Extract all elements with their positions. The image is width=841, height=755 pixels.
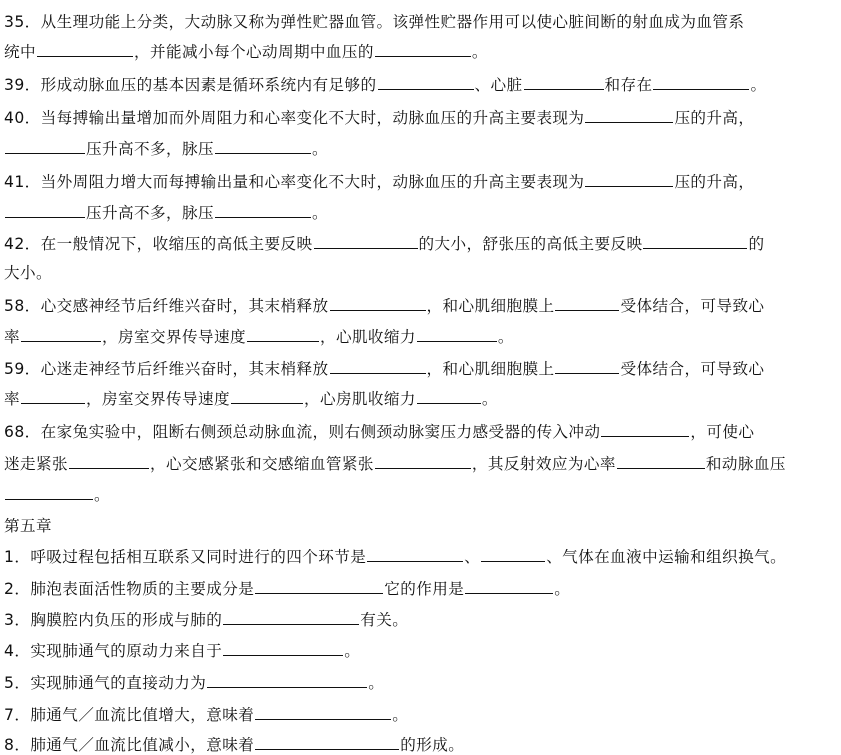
answer-blank: [207, 673, 367, 688]
line-text: 。: [392, 706, 409, 724]
question-line: [4, 389, 498, 409]
line-text: 。: [554, 580, 571, 598]
line-text: 有关。: [360, 611, 409, 629]
question-line: [4, 75, 766, 95]
line-text: 3．胸膜腔内负压的形成与肺的: [4, 611, 223, 629]
line-text: 35．从生理功能上分类，大动脉又称为弹性贮器血管。该弹性贮器作用可以使心脏间断的射血成为血管系: [4, 13, 745, 31]
line-text: 压的升高，: [674, 109, 755, 127]
answer-blank: [37, 42, 133, 57]
question-line: [4, 579, 570, 599]
answer-blank: [375, 454, 471, 469]
answer-blank: [247, 327, 319, 342]
question-line: [4, 263, 52, 283]
answer-blank: [524, 75, 604, 90]
answer-blank: [69, 454, 149, 469]
answer-blank: [5, 203, 85, 218]
line-text: 1．呼吸过程包括相互联系又同时进行的四个环节是: [4, 548, 367, 566]
line-text: ，心交感紧张和交感缩血管紧张: [149, 455, 374, 473]
line-text: 39．形成动脉血压的基本因素是循环系统内有足够的: [4, 76, 377, 94]
question-line: [4, 454, 786, 474]
question-line: [4, 296, 764, 316]
line-text: 第五章: [4, 517, 52, 535]
line-text: 受体结合，可导致心: [620, 297, 765, 315]
answer-blank: [417, 327, 497, 342]
question-line: [4, 172, 754, 192]
answer-blank: [375, 42, 471, 57]
question-line: [4, 641, 360, 661]
question-line: [4, 327, 514, 347]
answer-blank: [378, 75, 474, 90]
line-text: ，和心肌细胞膜上: [426, 360, 555, 378]
question-line: [4, 203, 328, 223]
answer-blank: [255, 579, 383, 594]
answer-blank: [367, 547, 463, 562]
question-line: [4, 422, 754, 442]
line-text: 它的作用是: [384, 580, 465, 598]
answer-blank: [555, 359, 619, 374]
line-text: 率: [4, 328, 20, 346]
line-text: 8．肺通气／血流比值减小，意味着: [4, 736, 255, 754]
question-line: [4, 673, 384, 693]
answer-blank: [617, 454, 705, 469]
question-line: [4, 108, 754, 128]
answer-blank: [223, 641, 343, 656]
line-text: 、心脏: [474, 76, 523, 94]
line-text: 5．实现肺通气的直接动力为: [4, 674, 207, 692]
line-text: 。: [497, 328, 514, 346]
line-text: ，和心肌细胞膜上: [426, 297, 555, 315]
line-text: 、气体在血液中运输和组织换气。: [546, 548, 787, 566]
question-line: [4, 735, 464, 755]
line-text: 统中: [4, 43, 36, 61]
answer-blank: [314, 234, 418, 249]
line-text: ，心肌收缩力: [319, 328, 416, 346]
line-text: ，并能减小每个心动周期中血压的: [134, 43, 374, 61]
line-text: 压升高不多，脉压: [86, 140, 214, 158]
answer-blank: [481, 547, 545, 562]
line-text: 40．当每搏输出量增加而外周阻力和心率变化不大时，动脉血压的升高主要表现为: [4, 109, 585, 127]
answer-blank: [21, 389, 85, 404]
line-text: ，可使心: [690, 423, 755, 441]
line-text: 42．在一般情况下，收缩压的高低主要反映: [4, 235, 313, 253]
answer-blank: [585, 172, 673, 187]
line-text: ，房室交界传导速度: [102, 328, 246, 346]
line-text: ，心房肌收缩力: [303, 390, 416, 408]
question-line: [4, 139, 328, 159]
line-text: 7．肺通气／血流比值增大，意味着: [4, 706, 255, 724]
line-text: 。: [471, 43, 488, 61]
answer-blank: [330, 296, 426, 311]
chapter-heading: [4, 516, 52, 536]
line-text: 的形成。: [400, 736, 465, 754]
answer-blank: [21, 327, 101, 342]
answer-blank: [653, 75, 749, 90]
line-text: 。: [94, 486, 110, 504]
line-text: ，房室交界传导速度: [86, 390, 230, 408]
question-line: [4, 610, 408, 630]
answer-blank: [223, 610, 359, 625]
question-line: [4, 234, 764, 254]
line-text: 。: [311, 140, 328, 158]
line-text: 大小。: [4, 264, 52, 282]
line-text: 率: [4, 390, 20, 408]
answer-blank: [555, 296, 619, 311]
line-text: 。: [344, 642, 361, 660]
line-text: 68．在家兔实验中，阻断右侧颈总动脉血流，则右侧颈动脉窦压力感受器的传入冲动: [4, 423, 601, 441]
answer-blank: [231, 389, 303, 404]
answer-blank: [465, 579, 553, 594]
answer-blank: [215, 203, 311, 218]
question-line: [4, 485, 110, 505]
line-text: 58．心交感神经节后纤维兴奋时，其末梢释放: [4, 297, 329, 315]
answer-blank: [255, 705, 391, 720]
line-text: 2．肺泡表面活性物质的主要成分是: [4, 580, 255, 598]
question-line: [4, 547, 786, 567]
answer-blank: [585, 108, 673, 123]
question-line: [4, 705, 408, 725]
answer-blank: [643, 234, 747, 249]
question-line: [4, 359, 764, 379]
line-text: 41．当外周阻力增大而每搏输出量和心率变化不大时，动脉血压的升高主要表现为: [4, 173, 585, 191]
line-text: 59．心迷走神经节后纤维兴奋时，其末梢释放: [4, 360, 329, 378]
line-text: 4．实现肺通气的原动力来自于: [4, 642, 223, 660]
line-text: 和动脉血压: [705, 455, 786, 473]
question-line: [4, 42, 488, 62]
line-text: 和存在: [604, 76, 653, 94]
line-text: 。: [481, 390, 498, 408]
question-line: [4, 12, 744, 32]
line-text: 。: [368, 674, 385, 692]
line-text: 受体结合，可导致心: [620, 360, 765, 378]
line-text: ，其反射效应为心率: [471, 455, 616, 473]
line-text: 。: [750, 76, 767, 94]
answer-blank: [417, 389, 481, 404]
answer-blank: [5, 485, 93, 500]
line-text: 。: [311, 204, 328, 222]
line-text: 压升高不多，脉压: [86, 204, 214, 222]
line-text: 迷走紧张: [4, 455, 68, 473]
line-text: 的大小，舒张压的高低主要反映: [418, 235, 643, 253]
line-text: 的: [748, 235, 765, 253]
line-text: 、: [464, 548, 481, 566]
answer-blank: [601, 422, 689, 437]
answer-blank: [5, 139, 85, 154]
answer-blank: [330, 359, 426, 374]
answer-blank: [255, 735, 399, 750]
line-text: 压的升高，: [674, 173, 755, 191]
answer-blank: [215, 139, 311, 154]
